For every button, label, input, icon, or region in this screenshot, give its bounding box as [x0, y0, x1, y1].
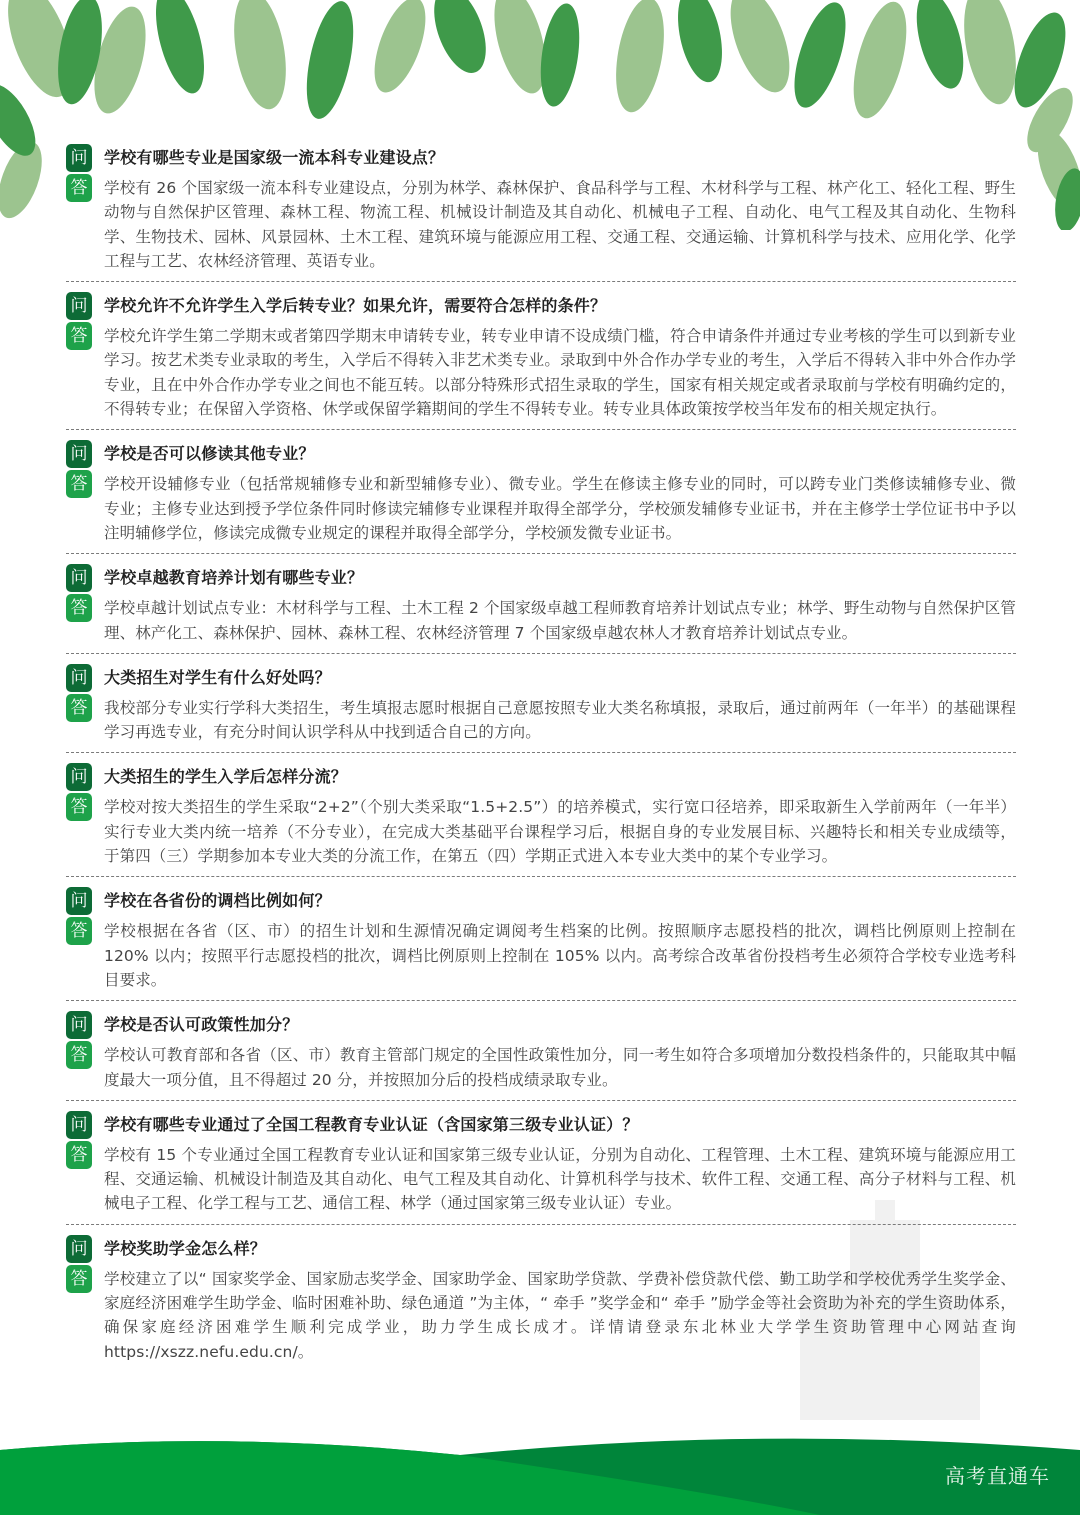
question-badge-icon: 问	[66, 887, 92, 915]
dashed-divider	[66, 1100, 1016, 1101]
answer-badge-icon: 答	[66, 1041, 92, 1069]
answer-text: 学校有 26 个国家级一流本科专业建设点，分别为林学、森林保护、食品科学与工程、木材科学与工程、林产化工、轻化工程、野生动物与自然保护区管理、森林工程、物流工程、机械设计制造及其自动化、机械电子工程、自动化、电气工程及其自动化、生物科学、生物技术、园林、风景园林、土木工程、建筑环境与能源应用工程、交通工程、交通运输、计算机科学与技术、应用化学、化学工程与工艺、农林经济管理、英语专业。	[104, 179, 1016, 270]
question-text: 学校是否认可政策性加分？	[104, 1015, 299, 1035]
question-badge-icon: 问	[66, 664, 92, 692]
question-badge-icon: 问	[66, 1235, 92, 1263]
dashed-divider	[66, 752, 1016, 753]
dashed-divider	[66, 429, 1016, 430]
question-text: 学校奖助学金怎么样？	[104, 1238, 267, 1258]
answer-text: 学校根据在各省（区、市）的招生计划和生源情况确定调阅考生档案的比例。按照顺序志愿投档的批次，调档比例原则上控制在 120% 以内；按照平行志愿投档的批次，调档比例原则上控制在 105% 以内。高考综合改革省份投档考生必须符合学校专业选考科目要求。	[104, 922, 1016, 989]
wave-icon	[0, 1430, 1080, 1515]
footer-wave-decoration	[0, 1430, 1080, 1515]
question-text: 学校卓越教育培养计划有哪些专业？	[104, 568, 364, 588]
question-text: 学校在各省份的调档比例如何？	[104, 891, 331, 911]
footer-brand-label: 高考直通车	[945, 1464, 1050, 1488]
dashed-divider	[66, 1224, 1016, 1225]
answer-text: 学校建立了以“ 国家奖学金、国家励志奖学金、国家助学金、国家助学贷款、学费补偿贷款代偿、勤工助学和学校优秀学生奖学金、家庭经济困难学生助学金、临时困难补助、绿色通道 ”为主体，“ 牵手 ”奖学金和“ 牵手 ”励学金等社会资助为补充的学生资助体系，确保家庭经济困难学生顺利完成学业，助力学生成长成才。详情请登录东北林业大学学生资助管理中心网站查询 https://xszz.nefu.edu.cn/。	[104, 1269, 1016, 1361]
answer-badge-icon: 答	[66, 793, 92, 821]
answer-text: 我校部分专业实行学科大类招生，考生填报志愿时根据自己意愿按照专业大类名称填报，录取后，通过前两年（一年半）的基础课程学习再选专业，有充分时间认识学科从中找到适合自己的方向。	[104, 698, 1016, 742]
dashed-divider	[66, 876, 1016, 877]
dashed-divider	[66, 281, 1016, 282]
answer-badge-icon: 答	[66, 174, 92, 202]
answer-badge-icon: 答	[66, 1265, 92, 1293]
answer-badge-icon: 答	[66, 470, 92, 498]
answer-text: 学校认可教育部和各省（区、市）教育主管部门规定的全国性政策性加分，同一考生如符合多项增加分数投档条件的，只能取其中幅度最大一项分值，且不得超过 20 分，并按照加分后的投档成绩录取专业。	[104, 1046, 1016, 1089]
answer-text: 学校卓越计划试点专业：木材科学与工程、土木工程 2 个国家级卓越工程师教育培养计划试点专业；林学、野生动物与自然保护区管理、林产化工、森林保护、园林、森林工程、农林经济管理 7 个国家级卓越农林人才教育培养计划试点专业。	[104, 599, 1016, 642]
answer-text: 学校有 15 个专业通过全国工程教育专业认证和国家第三级专业认证，分别为自动化、工程管理、土木工程、建筑环境与能源应用工程、交通运输、机械设计制造及其自动化、电气工程及其自动化、计算机科学与技术、软件工程、交通工程、高分子材料与工程、机械电子工程、化学工程与工艺、通信工程、林学（通过国家第三级专业认证）专业。	[104, 1145, 1016, 1213]
answer-text: 学校开设辅修专业（包括常规辅修专业和新型辅修专业）、微专业。学生在修读主修专业的同时，可以跨专业门类修读辅修专业、微专业；主修专业达到授予学位条件同时修读完辅修专业课程并取得全部学分，学校颁发辅修专业证书，并在主修学士学位证书中予以注明辅修学位，修读完成微专业规定的课程并取得全部学分，学校颁发微专业证书。	[104, 475, 1016, 542]
question-badge-icon: 问	[66, 440, 92, 468]
dashed-divider	[66, 553, 1016, 554]
question-text: 大类招生的学生入学后怎样分流？	[104, 767, 348, 787]
faq-item	[66, 564, 1016, 654]
answer-text: 学校允许学生第二学期末或者第四学期末申请转专业，转专业申请不设成绩门槛，符合申请条件并通过专业考核的学生可以到新专业学习。按艺术类专业录取的考生，入学后不得转入非艺术类专业。录取到中外合作办学专业的考生，入学后不得转入非中外合作办学专业，且在中外合作办学专业之间也不能互转。以部分特殊形式招生录取的学生，国家有相关规定或者录取前与学校有明确约定的，不得转专业；在保留入学资格、休学或保留学籍期间的学生不得转专业。转专业具体政策按学校当年发布的相关规定执行。	[104, 327, 1016, 419]
faq-item	[66, 440, 1016, 554]
faq-item	[66, 763, 1016, 877]
question-text: 大类招生对学生有什么好处吗？	[104, 667, 331, 687]
answer-badge-icon: 答	[66, 694, 92, 722]
question-text: 学校是否可以修读其他专业？	[104, 444, 315, 464]
question-badge-icon: 问	[66, 1111, 92, 1139]
dashed-divider	[66, 1000, 1016, 1001]
faq-item	[66, 664, 1016, 754]
faq-item	[66, 1011, 1016, 1101]
faq-item	[66, 292, 1016, 430]
question-badge-icon: 问	[66, 763, 92, 791]
faq-item	[66, 144, 1016, 282]
answer-badge-icon: 答	[66, 322, 92, 350]
faq-item	[66, 1235, 1016, 1364]
question-text: 学校有哪些专业是国家级一流本科专业建设点？	[104, 148, 445, 167]
question-badge-icon: 问	[66, 1011, 92, 1039]
question-badge-icon: 问	[66, 564, 92, 592]
dashed-divider	[66, 653, 1016, 654]
answer-badge-icon: 答	[66, 917, 92, 945]
question-text: 学校允许不允许学生入学后转专业？如果允许，需要符合怎样的条件？	[104, 296, 607, 316]
question-badge-icon: 问	[66, 144, 92, 172]
question-text: 学校有哪些专业通过了全国工程教育专业认证（含国家第三级专业认证）？	[104, 1114, 639, 1134]
question-badge-icon: 问	[66, 292, 92, 320]
faq-item	[66, 887, 1016, 1001]
answer-badge-icon: 答	[66, 594, 92, 622]
answer-badge-icon: 答	[66, 1141, 92, 1169]
faq-list	[66, 144, 1016, 1364]
faq-item	[66, 1111, 1016, 1225]
answer-text: 学校对按大类招生的学生采取“2+2”（个别大类采取“1.5+2.5”）的培养模式，实行宽口径培养，即采取新生入学前两年（一年半）实行专业大类内统一培养（不分专业），在完成大类基础平台课程学习后，根据自身的专业发展目标、兴趣特长和相关专业成绩等，于第四（三）学期参加本专业大类的分流工作，在第五（四）学期正式进入本专业大类中的某个专业学习。	[104, 798, 1016, 866]
